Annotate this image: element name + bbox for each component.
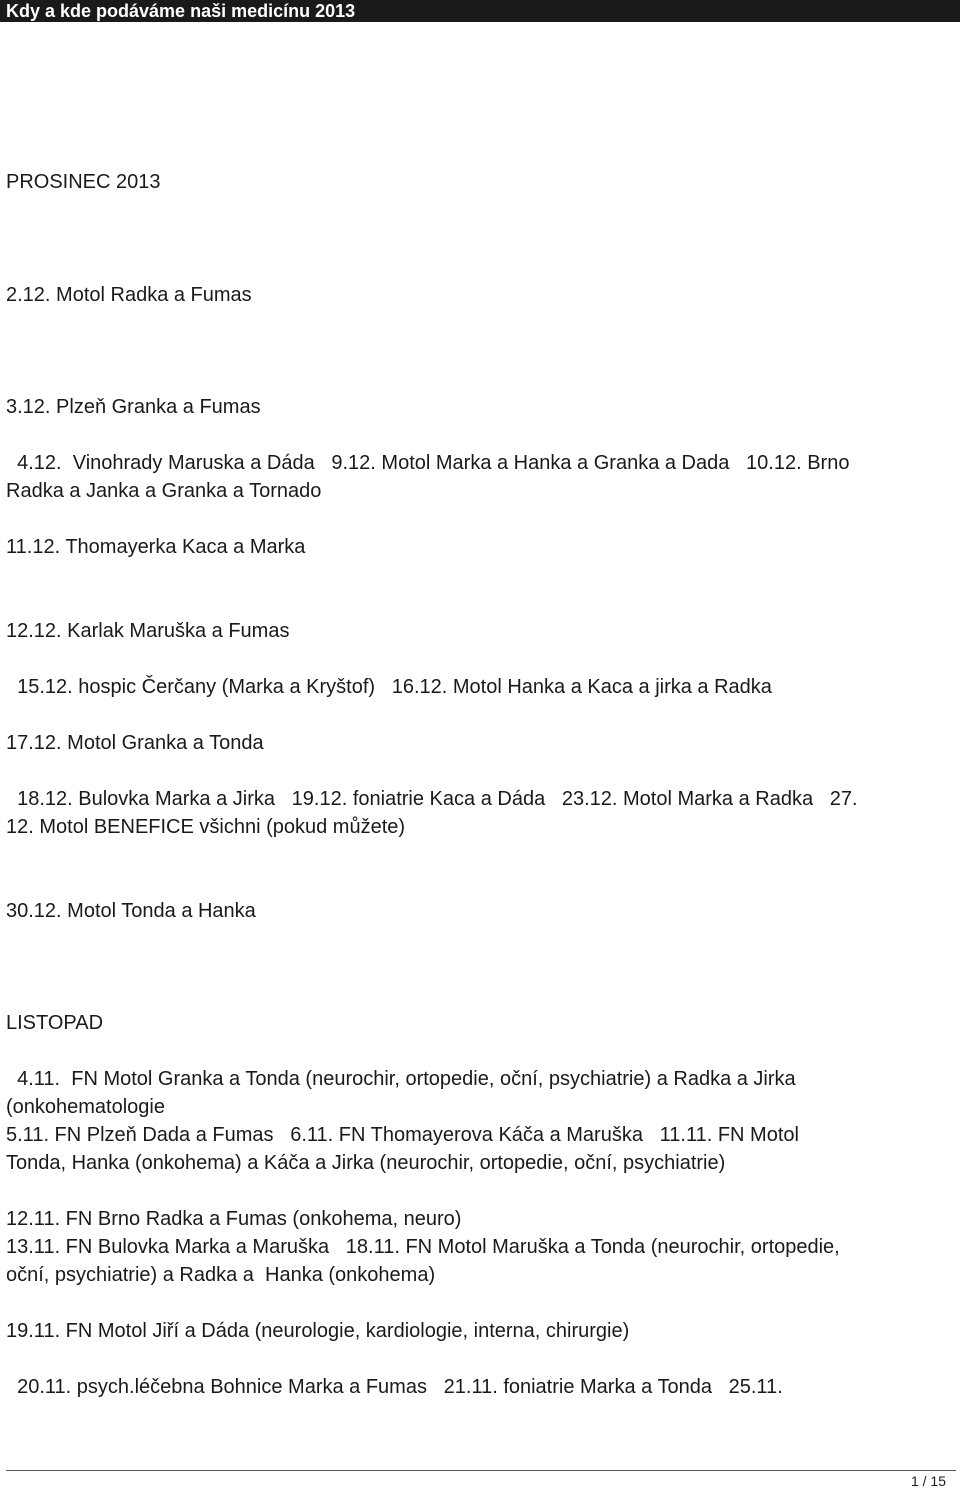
- schedule-line: 2.12. Motol Radka a Fumas: [6, 284, 252, 306]
- schedule-line: 12. Motol BENEFICE všichni (pokud můžete): [6, 816, 406, 838]
- schedule-line: 3.12. Plzeň Granka a Fumas: [6, 396, 261, 418]
- footer-divider: [6, 1470, 956, 1471]
- schedule-line: oční, psychiatrie) a Radka a Hanka (onkohema): [6, 1264, 436, 1286]
- schedule-line: 15.12. hospic Čerčany (Marka a Kryštof) 16.12. Motol Hanka a Kaca a jirka a Radka: [6, 676, 772, 698]
- section-heading-prosinec: PROSINEC 2013: [6, 171, 161, 193]
- header-bar: [0, 0, 960, 22]
- schedule-line: 18.12. Bulovka Marka a Jirka 19.12. foniatrie Kaca a Dáda 23.12. Motol Marka a Radka 27.: [6, 788, 858, 810]
- schedule-line: 13.11. FN Bulovka Marka a Maruška 18.11. FN Motol Maruška a Tonda (neurochir, ortopedie,: [6, 1236, 840, 1258]
- schedule-line: 17.12. Motol Granka a Tonda: [6, 732, 264, 754]
- schedule-line: 20.11. psych.léčebna Bohnice Marka a Fumas 21.11. foniatrie Marka a Tonda 25.11.: [6, 1376, 783, 1398]
- schedule-line: 12.11. FN Brno Radka a Fumas (onkohema, neuro): [6, 1208, 462, 1230]
- section-heading-listopad: LISTOPAD: [6, 1012, 104, 1034]
- schedule-line: 5.11. FN Plzeň Dada a Fumas 6.11. FN Thomayerova Káča a Maruška 11.11. FN Motol: [6, 1124, 799, 1146]
- page-number: 1 / 15: [910, 1473, 946, 1489]
- schedule-line: Tonda, Hanka (onkohema) a Káča a Jirka (neurochir, ortopedie, oční, psychiatrie): [6, 1152, 726, 1174]
- schedule-line: 30.12. Motol Tonda a Hanka: [6, 900, 256, 922]
- schedule-line: 12.12. Karlak Maruška a Fumas: [6, 620, 290, 642]
- schedule-line: (onkohematologie: [6, 1096, 165, 1118]
- schedule-line: 19.11. FN Motol Jiří a Dáda (neurologie, kardiologie, interna, chirurgie): [6, 1320, 630, 1342]
- document-title: Kdy a kde podáváme naši medicínu 2013: [6, 1, 356, 21]
- schedule-line: 4.12. Vinohrady Maruska a Dáda 9.12. Motol Marka a Hanka a Granka a Dada 10.12. Brno: [6, 452, 850, 474]
- schedule-line: 11.12. Thomayerka Kaca a Marka: [6, 536, 306, 558]
- schedule-line: Radka a Janka a Granka a Tornado: [6, 480, 322, 502]
- schedule-line: 4.11. FN Motol Granka a Tonda (neurochir, ortopedie, oční, psychiatrie) a Radka a Jirka: [6, 1068, 796, 1090]
